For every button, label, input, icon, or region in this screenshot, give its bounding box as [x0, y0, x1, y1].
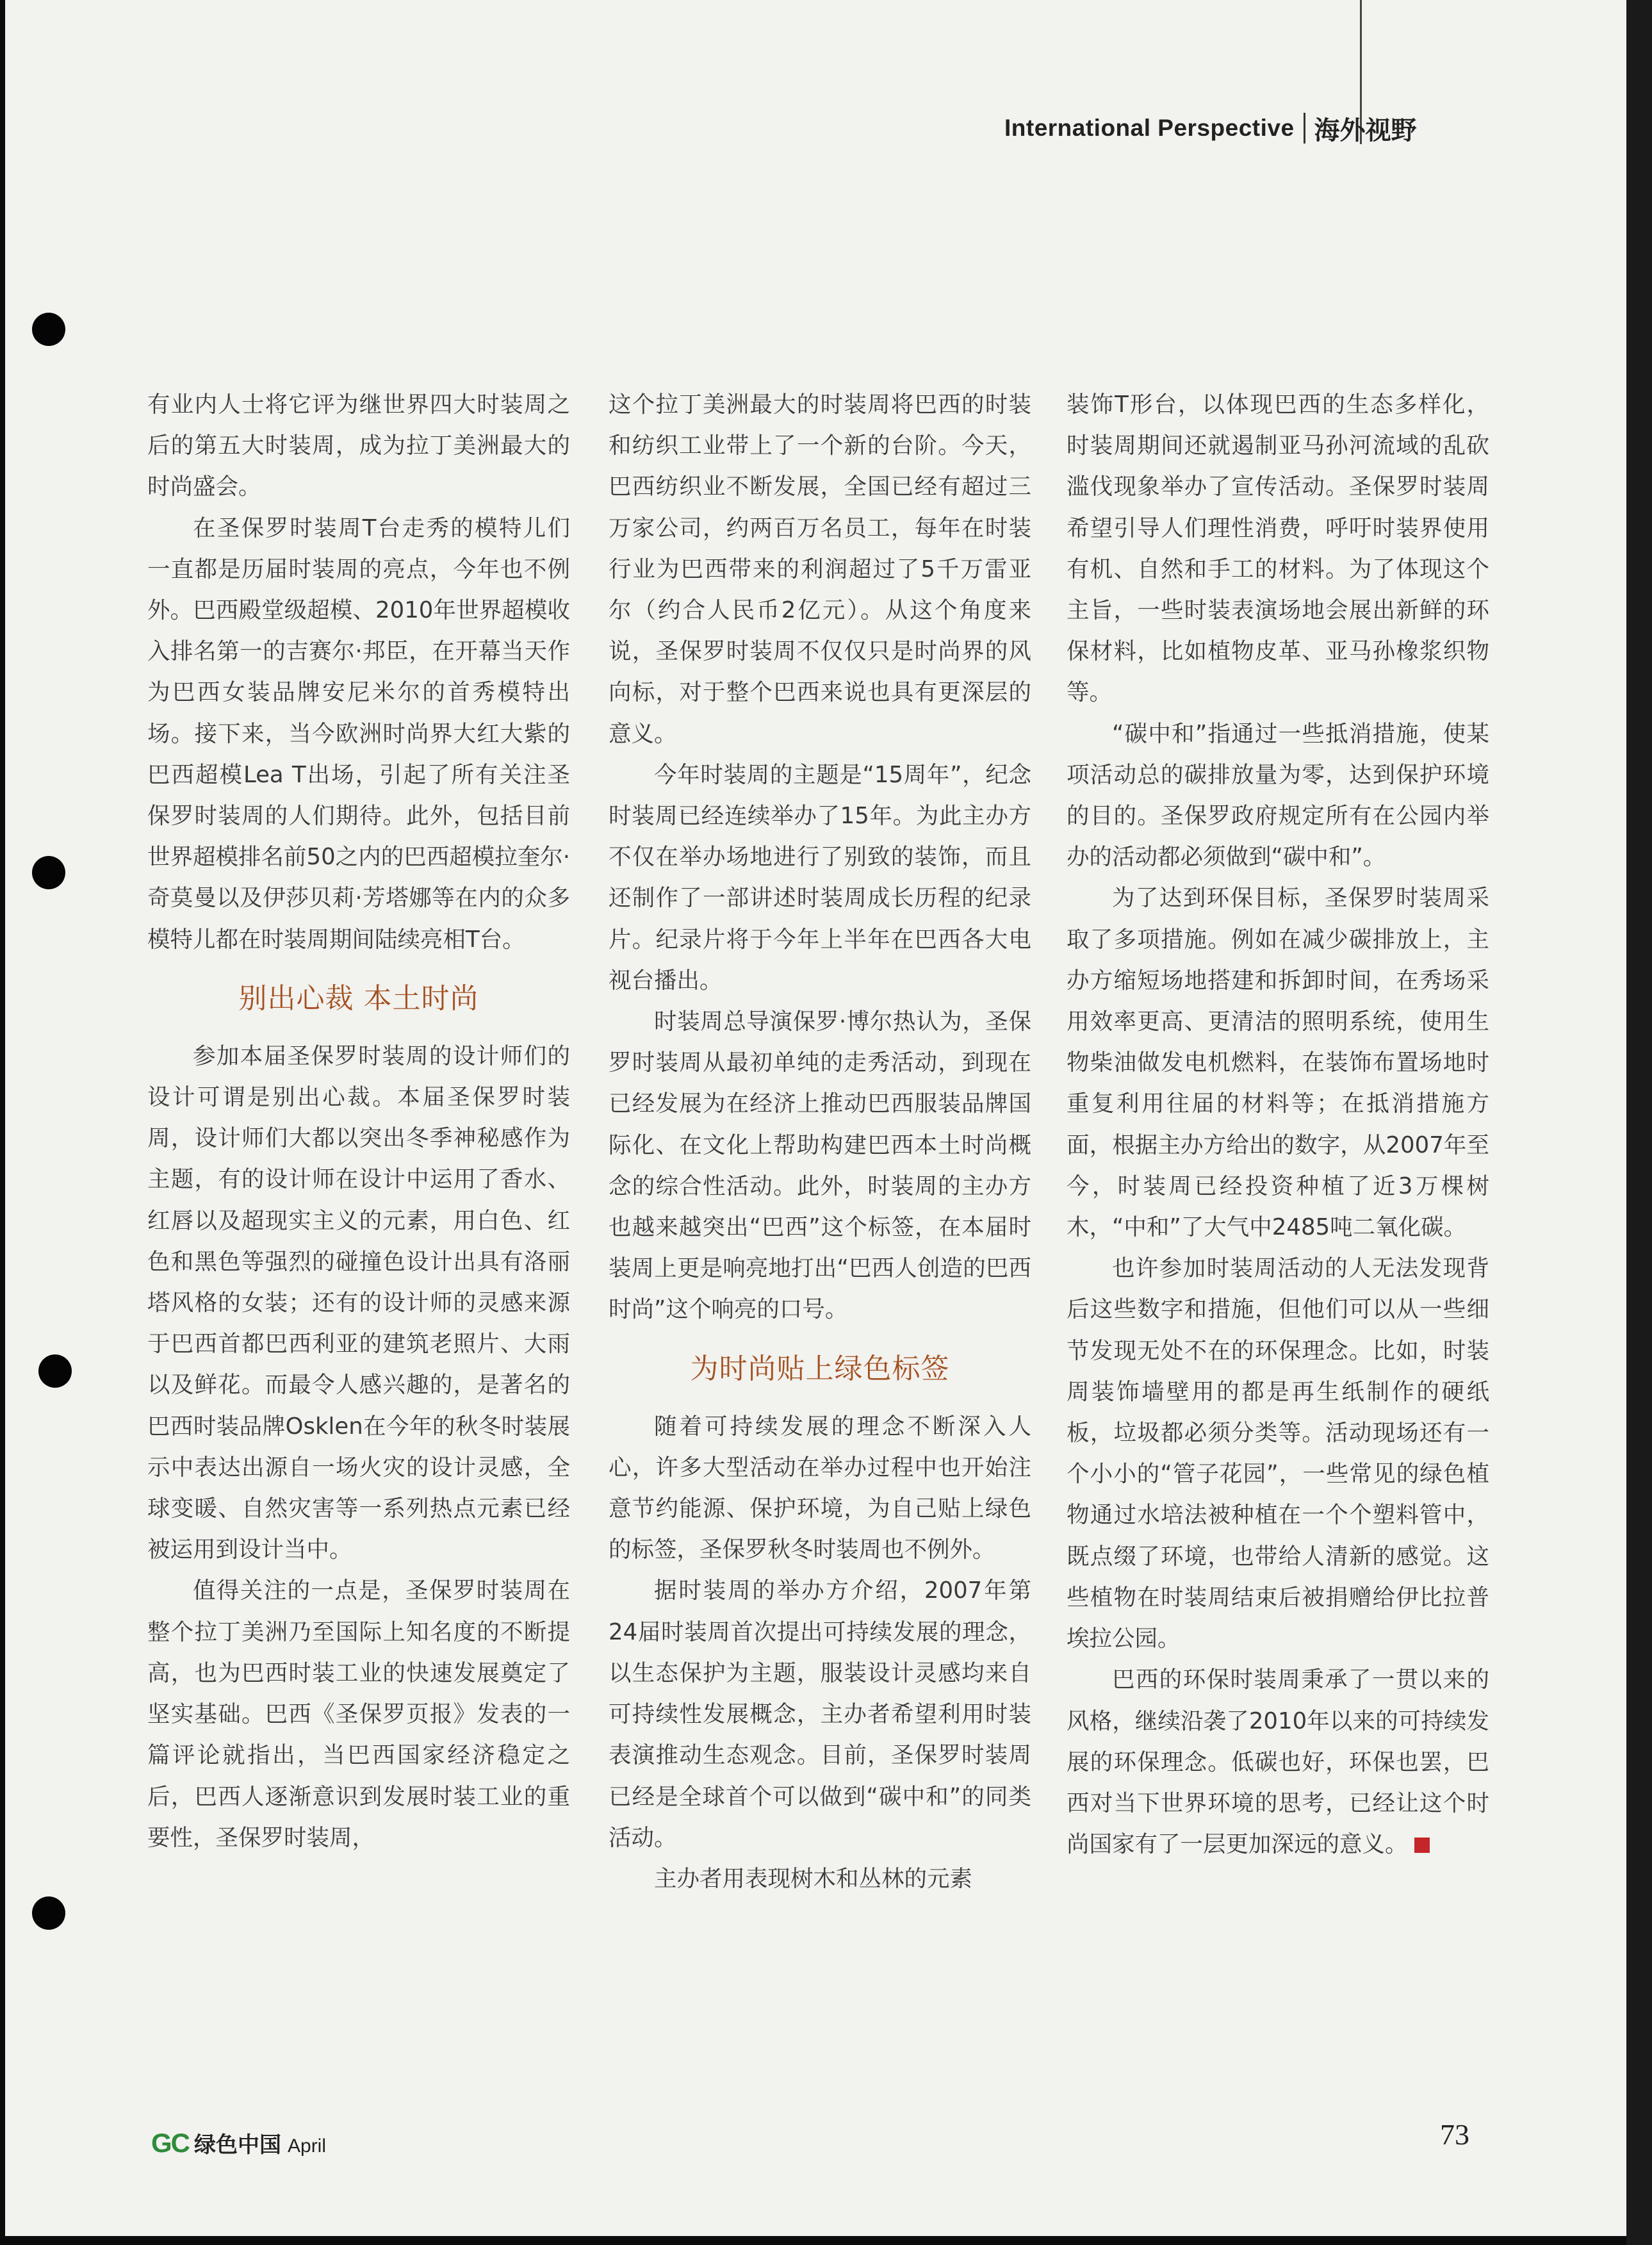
article-paragraph	[1067, 1659, 1489, 1865]
section-header	[1004, 109, 1491, 147]
paragraph-text: 这个拉丁美洲最大的时装周将巴西的时装和纺织工业带上了一个新的台阶。今天，巴西纺织业不断发展，全国已经有超过三万家公司，约两百万名员工，每年在时装行业为巴西带来的利润超过了5千万雷亚尔（约合人民币2亿元）。从这个角度来说，圣保罗时装周不仅仅只是时尚界的风向标，对于整个巴西来说也具有更深层的意义。	[609, 391, 1031, 747]
paragraph-text: 为了达到环保目标，圣保罗时装周采取了多项措施。例如在减少碳排放上，主办方缩短场地搭建和拆卸时间，在秀场采用效率更高、更清洁的照明系统，使用生物柴油做发电机燃料，在装饰布置场地时重复利用往届的材料等；在抵消措施方面，根据主办方给出的数字，从2007年至今，时装周已经投资种植了近3万棵树木，“中和”了大气中2485吨二氧化碳。	[1067, 885, 1489, 1241]
paragraph-text: 也许参加时装周活动的人无法发现背后这些数字和措施，但他们可以从一些细节发现无处不在的环保理念。比如，时装周装饰墙壁用的都是再生纸制作的硬纸板，垃圾都必须分类等。活动现场还有一个小小的“管子花园”，一些常见的绿色植物通过水培法被种植在一个个塑料管中，既点缀了环境，也带给人清新的感觉。这些植物在时装周结束后被捐赠给伊比拉普埃拉公园。	[1067, 1255, 1489, 1652]
magazine-name: 绿色中国	[194, 2132, 281, 2158]
punch-hole-4	[32, 1896, 65, 1930]
paragraph-text: 参加本届圣保罗时装周的设计师们的设计可谓是别出心裁。本届圣保罗时装周，设计师们大都以突出冬季神秘感作为主题，有的设计师在设计中运用了香水、红唇以及超现实主义的元素，用白色、红色和黑色等强烈的碰撞色设计出具有洛丽塔风格的女装；还有的设计师的灵感来源于巴西首都巴西利亚的建筑老照片、大雨以及鲜花。而最令人感兴趣的，是著名的巴西时装品牌Osklen在今年的秋冬时装展示中表达出源自一场火灾的设计灵感，全球变暖、自然灾害等一系列热点元素已经被运用到设计当中。	[147, 1042, 570, 1563]
paragraph-text: 随着可持续发展的理念不断深入人心，许多大型活动在举办过程中也开始注意节约能源、保护环境，为自己贴上绿色的标签，圣保罗秋冬时装周也不例外。	[609, 1413, 1031, 1563]
paragraph-text: 巴西的环保时装周秉承了一贯以来的风格，继续沿袭了2010年以来的可持续发展的环保理念。低碳也好，环保也罢，巴西对当下世界环境的思考，已经让这个时尚国家有了一层更加深远的意义。	[1067, 1666, 1489, 1858]
article-paragraph	[147, 508, 570, 960]
heading-text: 别出心裁 本土时尚	[238, 982, 479, 1015]
magazine-page	[5, 0, 1645, 2236]
article-paragraph	[1067, 714, 1489, 878]
paragraph-text: 在圣保罗时装周T台走秀的模特儿们一直都是历届时装周的亮点，今年也不例外。巴西殿堂级超模、2010年世界超模收入排名第一的吉赛尔·邦臣，在开幕当天作为巴西女装品牌安尼米尔的首秀模特出场。接下来，当今欧洲时尚界大红大紫的巴西超模Lea T出场，引起了所有关注圣保罗时装周的人们期待。此外，包括目前世界超模排名前50之内的巴西超模拉奎尔·奇莫曼以及伊莎贝莉·芳塔娜等在内的众多模特儿都在时装周期间陆续亮相T台。	[147, 514, 570, 953]
article-paragraph	[609, 1570, 1031, 1858]
article-column-1	[147, 384, 570, 1859]
magazine-logo	[151, 2127, 326, 2159]
section-title-cn: 海外视野	[1314, 115, 1417, 145]
article-paragraph	[1067, 384, 1489, 714]
article-paragraph	[609, 1859, 1031, 1900]
article-column-3	[1067, 384, 1489, 1865]
header-divider	[1304, 113, 1305, 144]
punch-hole-2	[32, 856, 65, 889]
article-paragraph	[1067, 878, 1489, 1248]
paragraph-text: “碳中和”指通过一些抵消措施，使某项活动总的碳排放量为零，达到保护环境的目的。圣保罗政府规定所有在公园内举办的活动都必须做到“碳中和”。	[1067, 720, 1489, 871]
section-heading	[147, 980, 570, 1018]
paragraph-text: 值得关注的一点是，圣保罗时装周在整个拉丁美洲乃至国际上知名度的不断提高，也为巴西时装工业的快速发展奠定了坚实基础。巴西《圣保罗页报》发表的一篇评论就指出，当巴西国家经济稳定之后，巴西人逐渐意识到发展时装工业的重要性，圣保罗时装周，	[147, 1577, 570, 1851]
article-paragraph	[147, 384, 570, 508]
paragraph-text: 今年时装周的主题是“15周年”，纪念时装周已经连续举办了15年。为此主办方不仅在举办场地进行了别致的装饰，而且还制作了一部讲述时装周成长历程的纪录片。纪录片将于今年上半年在巴西各大电视台播出。	[609, 761, 1031, 994]
page-number: 73	[1440, 2118, 1469, 2151]
issue-month: April	[288, 2135, 327, 2157]
section-title-en: International Perspective	[1004, 115, 1295, 141]
punch-hole-3	[38, 1354, 72, 1388]
article-paragraph	[147, 1570, 570, 1858]
paragraph-text: 据时装周的举办方介绍，2007年第24届时装周首次提出可持续发展的理念，以生态保护为主题，服装设计灵感均来自可持续性发展概念，主办者希望利用时装表演推动生态观念。目前，圣保罗时装周已经是全球首个可以做到“碳中和”的同类活动。	[609, 1577, 1031, 1851]
heading-text: 为时尚贴上绿色标签	[690, 1352, 950, 1385]
paragraph-text: 有业内人士将它评为继世界四大时装周之后的第五大时装周，成为拉丁美洲最大的时尚盛会。	[147, 391, 570, 500]
article-paragraph	[147, 1036, 570, 1571]
paragraph-text: 时装周总导演保罗·博尔热认为，圣保罗时装周从最初单纯的走秀活动，到现在已经发展为在经济上推动巴西服装品牌国际化、在文化上帮助构建巴西本土时尚概念的综合性活动。此外，时装周的主办方也越来越突出“巴西”这个标签，在本届时装周上更是响亮地打出“巴西人创造的巴西时尚”这个响亮的口号。	[609, 1008, 1031, 1323]
page-edge-shadow	[1626, 0, 1652, 2245]
gc-logo: GC	[151, 2128, 189, 2158]
article-paragraph	[609, 755, 1031, 1001]
punch-hole-1	[32, 313, 65, 346]
article-paragraph	[1067, 1248, 1489, 1659]
section-heading	[609, 1350, 1031, 1388]
article-column-2	[609, 384, 1031, 1900]
paragraph-text: 主办者用表现树木和丛林的元素	[654, 1865, 973, 1892]
article-paragraph	[609, 1001, 1031, 1331]
article-paragraph	[609, 1406, 1031, 1571]
paragraph-text: 装饰T形台，以体现巴西的生态多样化，时装周期间还就遏制亚马孙河流域的乱砍滥伐现象举办了宣传活动。圣保罗时装周希望引导人们理性消费，呼吁时装界使用有机、自然和手工的材料。为了体现这个主旨，一些时装表演场地会展出新鲜的环保材料，比如植物皮革、亚马孙橡浆织物等。	[1067, 391, 1489, 706]
article-end-mark	[1414, 1838, 1430, 1853]
article-paragraph	[609, 384, 1031, 755]
